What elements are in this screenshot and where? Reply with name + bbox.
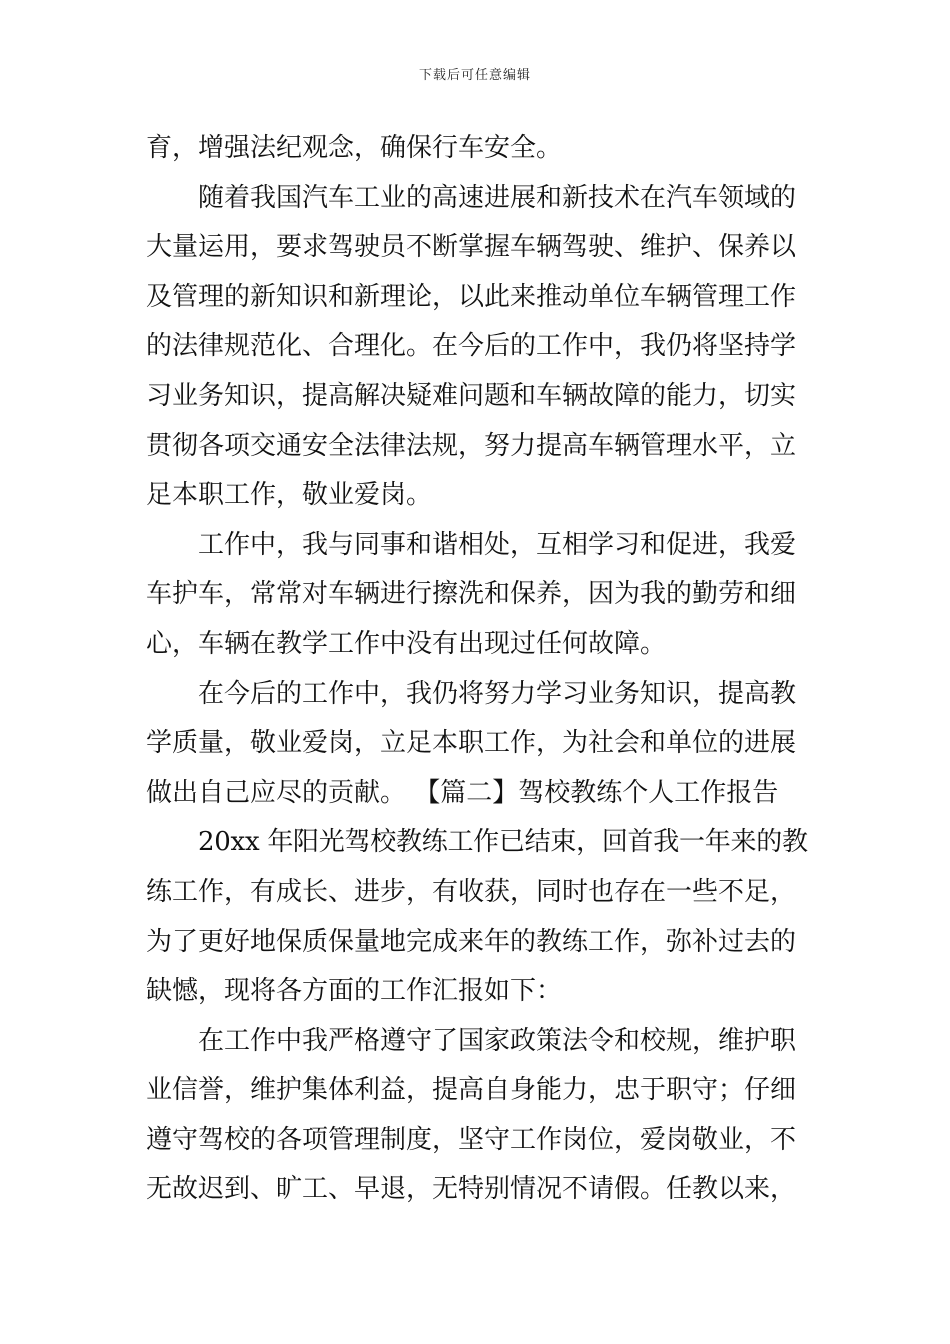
text-line: 大量运用，要求驾驶员不断掌握车辆驾驶、维护、保养以 bbox=[146, 232, 797, 263]
text-line: 的法律规范化、合理化。在今后的工作中，我仍将坚持学 bbox=[146, 331, 797, 362]
text-line: 育，增强法纪观念，确保行车安全。 bbox=[146, 133, 563, 163]
text-line: 20xx 年阳光驾校教练工作已结束，回首我一年来的教 bbox=[198, 827, 808, 858]
text-line: 无故迟到、旷工、早退，无特别情况不请假。任教以来， bbox=[146, 1174, 797, 1205]
text-line: 做出自己应尽的贡献。 【篇二】驾校教练个人工作报告 bbox=[146, 777, 779, 808]
text-line: 习业务知识，提高解决疑难问题和车辆故障的能力，切实 bbox=[146, 380, 797, 411]
text-line: 遵守驾校的各项管理制度，坚守工作岗位，爱岗敬业，不 bbox=[146, 1124, 797, 1155]
text-line: 工作中，我与同事和谐相处，互相学习和促进，我爱 bbox=[198, 529, 797, 560]
text-line: 学质量，敬业爱岗，立足本职工作，为社会和单位的进展 bbox=[146, 728, 797, 759]
text-line: 在今后的工作中，我仍将努力学习业务知识，提高教 bbox=[198, 678, 797, 709]
text-line: 为了更好地保质保量地完成来年的教练工作，弥补过去的 bbox=[146, 926, 797, 957]
text-line: 足本职工作，敬业爱岗。 bbox=[146, 480, 433, 511]
text-line: 业信誉，维护集体利益，提高自身能力，忠于职守；仔细 bbox=[146, 1075, 797, 1106]
text-line: 缺憾，现将各方面的工作汇报如下： bbox=[146, 976, 563, 1007]
text-line: 心，车辆在教学工作中没有出现过任何故障。 bbox=[146, 628, 667, 659]
document-body bbox=[146, 124, 808, 1215]
text-line: 及管理的新知识和新理论，以此来推动单位车辆管理工作 bbox=[146, 281, 797, 312]
page-header: 下载后可任意编辑 bbox=[418, 68, 531, 83]
text-line: 在工作中我严格遵守了国家政策法令和校规，维护职 bbox=[198, 1025, 797, 1056]
text-line: 车护车，常常对车辆进行擦洗和保养，因为我的勤劳和细 bbox=[146, 579, 797, 610]
text-line: 随着我国汽车工业的高速进展和新技术在汽车领域的 bbox=[198, 182, 797, 213]
text-line: 贯彻各项交通安全法律法规，努力提高车辆管理水平，立 bbox=[146, 430, 797, 461]
text-line: 练工作，有成长、进步，有收获，同时也存在一些不足， bbox=[146, 876, 797, 907]
